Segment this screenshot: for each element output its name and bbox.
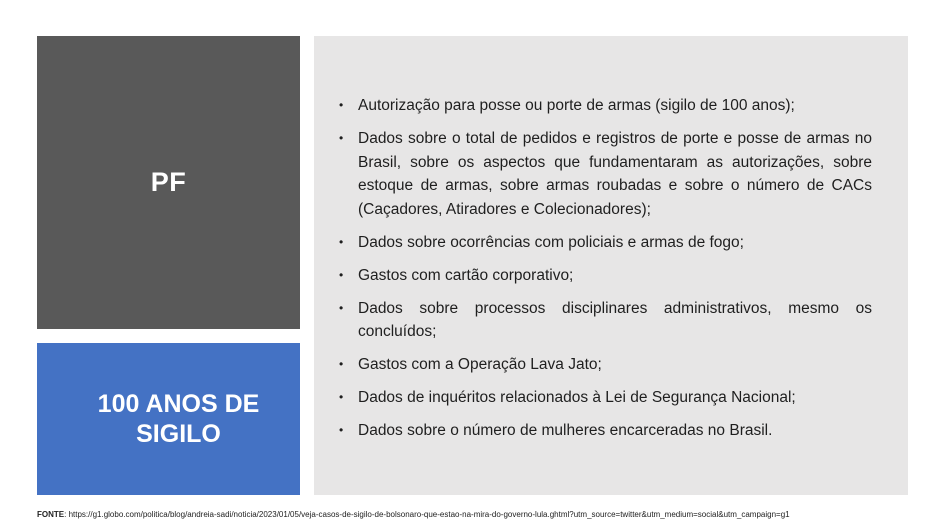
list-item	[336, 353, 872, 377]
list-item-text: Dados sobre ocorrências com policiais e armas de fogo;	[358, 233, 744, 251]
list-item-text: Dados sobre o total de pedidos e registros de porte e posse de armas no Brasil, sobre os aspectos que fundamentaram as autorizações, sobre estoque de armas, sobre armas roubadas e sobre o número de CACs (Caçadores, Atiradores e Colecionadores);	[358, 130, 872, 218]
bullet-icon: •	[339, 131, 344, 145]
list-item-text: Gastos com cartão corporativo;	[358, 266, 574, 284]
source-url[interactable]: https://g1.globo.com/politica/blog/andreia-sadi/noticia/2023/01/05/veja-casos-de-sigilo-de-bolsonaro-que-estao-na-mira-do-governo-lula.ghtml?utm_source=twitter&utm_medium=social&utm_campaign=g1	[68, 510, 790, 519]
list-item	[336, 127, 872, 221]
pf-box	[37, 36, 300, 329]
bullet-icon: •	[339, 300, 344, 315]
bullet-icon: •	[339, 423, 344, 437]
source-label: FONTE	[37, 510, 65, 519]
list-item-text: Dados de inquéritos relacionados à Lei de Segurança Nacional;	[358, 389, 796, 406]
bullet-icon: •	[339, 357, 344, 371]
pf-label: PF	[150, 167, 187, 197]
list-item	[336, 231, 872, 255]
items-list	[336, 94, 872, 452]
list-item	[336, 264, 872, 288]
source-footnote: FONTE: https://g1.globo.com/politica/blog/andreia-sadi/noticia/2023/01/05/veja-casos-de-sigilo-de-bolsonaro-que-estao-na-mira-do-governo-lula.ghtml?utm_source=twitter&utm_medium=social&utm_campaign=g1	[37, 510, 790, 519]
bullet-icon: •	[339, 267, 344, 282]
sigilo-label: 100 ANOS DE SIGILO	[97, 390, 260, 448]
items-panel	[314, 36, 908, 495]
list-item	[336, 386, 872, 410]
list-item	[336, 94, 872, 118]
bullet-icon: •	[339, 390, 344, 404]
bullet-icon: •	[339, 234, 344, 249]
list-item	[336, 297, 872, 344]
list-item-text: Dados sobre processos disciplinares administrativos, mesmo os concluídos;	[358, 299, 872, 340]
list-item-text: Dados sobre o número de mulheres encarceradas no Brasil.	[358, 422, 773, 439]
bullet-icon: •	[339, 98, 344, 112]
list-item-text: Gastos com a Operação Lava Jato;	[358, 356, 602, 373]
list-item-text: Autorização para posse ou porte de armas (sigilo de 100 anos);	[358, 97, 795, 114]
sigilo-box	[37, 343, 300, 495]
list-item	[336, 419, 872, 443]
